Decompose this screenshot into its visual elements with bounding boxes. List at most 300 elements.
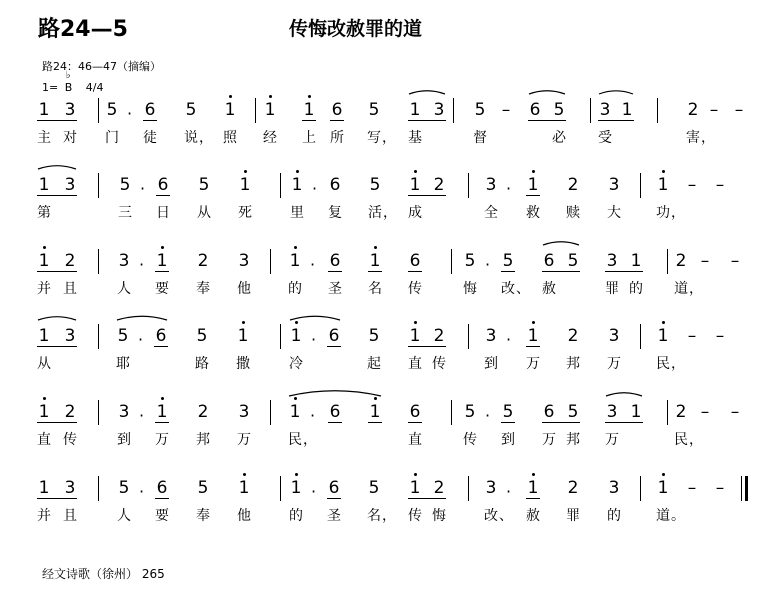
lyric-syllable: 写 ， [367, 130, 396, 146]
lyric-syllable: 活 ， [368, 205, 397, 221]
jianpu-note: 5 [118, 478, 130, 498]
jianpu-note: 3 [608, 175, 620, 195]
dash-extension: – [709, 100, 719, 120]
jianpu-note: 6 [328, 326, 340, 346]
barline [98, 173, 99, 198]
lyric-syllable: 复 [328, 205, 342, 221]
lyric-syllable: 名 [368, 281, 382, 297]
octave-dot [43, 246, 46, 249]
barline [640, 173, 641, 198]
jianpu-note: 2 [675, 251, 687, 271]
lyric-syllable: 里 [290, 205, 304, 221]
underline [605, 422, 643, 423]
jianpu-note: 1 [38, 478, 50, 498]
jianpu-note: 6 [409, 402, 421, 422]
jianpu-note: 5 [474, 100, 486, 120]
octave-dot [269, 95, 272, 98]
jianpu-note: 1 [38, 251, 50, 271]
jianpu-note: 3 [64, 175, 76, 195]
augmentation-dot: · [138, 330, 144, 349]
underline [143, 120, 157, 121]
underline [37, 498, 77, 499]
jianpu-note: 2 [567, 175, 579, 195]
lyric-syllable: 受 [598, 130, 612, 146]
jianpu-note: 5 [553, 100, 565, 120]
lyric-syllable: 万 [526, 356, 540, 372]
jianpu-note: 5 [567, 251, 579, 271]
lyric-syllable: 必 [552, 130, 566, 146]
lyric-syllable: 赦 [526, 508, 540, 524]
lyric-syllable: 到 [117, 432, 131, 448]
dash-extension: – [687, 326, 697, 346]
lyric-syllable: 赎 [566, 205, 580, 221]
lyric-syllable: 的 [288, 281, 302, 297]
barline [451, 249, 452, 274]
lyric-syllable: 邦 [196, 432, 210, 448]
octave-dot [43, 397, 46, 400]
underline [330, 120, 344, 121]
barline [657, 98, 658, 123]
jianpu-note: 2 [197, 402, 209, 422]
key-signature [42, 70, 104, 94]
dash-extension: – [730, 251, 740, 271]
dash-extension: – [501, 100, 511, 120]
jianpu-note: 5 [368, 326, 380, 346]
octave-dot [242, 321, 245, 324]
lyric-syllable: 道 ， [674, 281, 703, 297]
jianpu-note: 6 [156, 478, 168, 498]
lyric-syllable: 道 。 [656, 508, 685, 524]
flat-sign: ♭ [65, 70, 71, 81]
slur [529, 91, 565, 94]
underline [408, 195, 446, 196]
augmentation-dot: · [485, 255, 491, 274]
slur [606, 393, 642, 396]
lyric-syllable: 改 、 [501, 281, 530, 297]
jianpu-note: 1 [291, 175, 303, 195]
octave-dot [532, 473, 535, 476]
jianpu-note: 3 [238, 402, 250, 422]
key-prefix: 1= [42, 81, 59, 94]
underline [37, 346, 77, 347]
jianpu-note: 1 [38, 175, 50, 195]
octave-dot [294, 397, 297, 400]
lyric-syllable: 传 [408, 508, 422, 524]
jianpu-note: 3 [118, 251, 130, 271]
slur [543, 242, 579, 245]
jianpu-note: 2 [687, 100, 699, 120]
lyric-syllable: 传 [63, 432, 77, 448]
octave-dot [244, 170, 247, 173]
lyric-syllable: 他 [237, 508, 251, 524]
jianpu-note: 5 [502, 402, 514, 422]
dash-extension: – [700, 402, 710, 422]
lyric-syllable: 名 ， [367, 508, 396, 524]
barline [270, 400, 271, 425]
augmentation-dot: · [506, 179, 512, 198]
dash-extension: – [687, 175, 697, 195]
lyric-syllable: 罪 [566, 508, 580, 524]
underline [408, 422, 422, 423]
jianpu-note: 6 [157, 175, 169, 195]
lyric-syllable: 大 [607, 205, 621, 221]
barline [590, 98, 591, 123]
jianpu-note: 5 [464, 402, 476, 422]
underline [155, 498, 169, 499]
dash-extension: – [730, 402, 740, 422]
lyric-syllable: 害 ， [686, 130, 715, 146]
jianpu-note: 1 [303, 100, 315, 120]
octave-dot [294, 246, 297, 249]
octave-dot [662, 473, 665, 476]
jianpu-note: 3 [606, 402, 618, 422]
lyric-syllable: 圣 [327, 508, 341, 524]
barline [280, 476, 281, 501]
lyric-syllable: 所 [330, 130, 344, 146]
lyric-syllable: 从 [197, 205, 211, 221]
barline [468, 173, 469, 198]
lyric-syllable: 要 [155, 508, 169, 524]
underline [154, 346, 168, 347]
lyric-syllable: 万 [155, 432, 169, 448]
barline [468, 476, 469, 501]
jianpu-note: 1 [621, 100, 633, 120]
augmentation-dot: · [140, 179, 146, 198]
barline [270, 249, 271, 274]
slur [599, 91, 633, 94]
octave-dot [296, 170, 299, 173]
dash-extension: – [715, 175, 725, 195]
lyric-syllable: 人 [117, 508, 131, 524]
lyric-syllable: 民 ， [656, 356, 685, 372]
lyric-syllable: 成 [408, 205, 422, 221]
jianpu-note: 1 [409, 175, 421, 195]
augmentation-dot: · [506, 482, 512, 501]
lyric-syllable: 全 [484, 205, 498, 221]
jianpu-note: 1 [264, 100, 276, 120]
octave-dot [308, 95, 311, 98]
underline [408, 120, 446, 121]
lyric-syllable: 直 [37, 432, 51, 448]
octave-dot [229, 95, 232, 98]
lyric-syllable: 传 [432, 356, 446, 372]
jianpu-note: 3 [118, 402, 130, 422]
jianpu-note: 3 [238, 251, 250, 271]
dash-extension: – [715, 326, 725, 346]
jianpu-note: 5 [368, 100, 380, 120]
jianpu-note: 2 [567, 326, 579, 346]
slur [117, 316, 167, 320]
jianpu-note: 6 [331, 100, 343, 120]
jianpu-note: 6 [144, 100, 156, 120]
jianpu-note: 3 [608, 326, 620, 346]
lyric-syllable: 圣 [328, 281, 342, 297]
underline [37, 120, 77, 121]
lyric-syllable: 并 [37, 508, 51, 524]
jianpu-note: 5 [502, 251, 514, 271]
lyric-syllable: 说 ， [184, 130, 213, 146]
lyric-syllable: 死 [238, 205, 252, 221]
underline [368, 271, 382, 272]
octave-dot [414, 170, 417, 173]
octave-dot [662, 170, 665, 173]
jianpu-note: 3 [433, 100, 445, 120]
jianpu-note: 6 [543, 251, 555, 271]
jianpu-note: 1 [156, 251, 168, 271]
octave-dot [532, 170, 535, 173]
underline [368, 422, 382, 423]
augmentation-dot: · [139, 482, 145, 501]
lyric-syllable: 民 ， [288, 432, 317, 448]
jianpu-note: 2 [567, 478, 579, 498]
jianpu-note: 3 [64, 478, 76, 498]
jianpu-note: 1 [237, 326, 249, 346]
octave-dot [161, 246, 164, 249]
jianpu-note: 5 [368, 478, 380, 498]
hymn-title: 传悔改赦罪的道 [289, 18, 423, 40]
lyric-syllable: 基 [408, 130, 422, 146]
jianpu-note: 1 [38, 100, 50, 120]
underline [408, 498, 446, 499]
jianpu-note: 1 [238, 478, 250, 498]
jianpu-note: 6 [329, 175, 341, 195]
jianpu-note: 1 [289, 402, 301, 422]
jianpu-note: 5 [196, 326, 208, 346]
jianpu-note: 1 [224, 100, 236, 120]
underline [501, 271, 515, 272]
underline [302, 120, 316, 121]
underline [327, 498, 341, 499]
underline [156, 195, 170, 196]
underline [37, 422, 77, 423]
barline [280, 173, 281, 198]
key-note-wrap [64, 70, 76, 94]
lyric-syllable: 且 [63, 508, 77, 524]
scripture-source: 路24：46—47（摘编） [42, 60, 161, 73]
jianpu-note: 6 [328, 478, 340, 498]
slur [290, 316, 340, 320]
jianpu-note: 2 [64, 402, 76, 422]
jianpu-note: 1 [657, 478, 669, 498]
jianpu-note: 2 [433, 326, 445, 346]
lyric-syllable: 的 [607, 508, 621, 524]
jianpu-note: 1 [156, 402, 168, 422]
octave-dot [532, 321, 535, 324]
lyric-syllable: 上 [302, 130, 316, 146]
jianpu-note: 1 [527, 326, 539, 346]
jianpu-note: 1 [369, 251, 381, 271]
jianpu-note: 2 [675, 402, 687, 422]
lyric-syllable: 起 [367, 356, 381, 372]
jianpu-note: 1 [38, 326, 50, 346]
underline [328, 422, 342, 423]
jianpu-note: 3 [485, 175, 497, 195]
jianpu-note: 3 [606, 251, 618, 271]
lyric-syllable: 主 [37, 130, 51, 146]
octave-dot [161, 397, 164, 400]
lyric-syllable: 徒 [143, 130, 157, 146]
jianpu-note: 2 [433, 478, 445, 498]
jianpu-note: 3 [485, 326, 497, 346]
jianpu-note: 1 [38, 402, 50, 422]
underline [37, 195, 77, 196]
augmentation-dot: · [506, 330, 512, 349]
lyric-syllable: 民 ， [674, 432, 703, 448]
jianpu-note: 6 [409, 251, 421, 271]
jianpu-note: 5 [198, 175, 210, 195]
lyric-syllable: 救 [526, 205, 540, 221]
lyric-syllable: 传 [463, 432, 477, 448]
barline [255, 98, 256, 123]
lyric-syllable: 万 [605, 432, 619, 448]
barline [98, 98, 99, 123]
lyric-syllable: 邦 [566, 432, 580, 448]
lyric-syllable: 到 [484, 356, 498, 372]
jianpu-note: 1 [630, 251, 642, 271]
lyric-syllable: 第 [37, 205, 51, 221]
barline [280, 324, 281, 349]
lyric-syllable: 奉 [196, 281, 210, 297]
hymn-number: 路24—5 [38, 17, 128, 42]
lyric-syllable: 人 [117, 281, 131, 297]
book-footer: 经文诗歌（徐州） 265 [42, 567, 165, 581]
jianpu-note: 1 [527, 175, 539, 195]
lyric-syllable: 奉 [196, 508, 210, 524]
lyric-syllable: 撒 [236, 356, 250, 372]
jianpu-note: 5 [106, 100, 118, 120]
underline [155, 422, 169, 423]
jianpu-note: 1 [409, 478, 421, 498]
slur [38, 317, 76, 320]
underline [37, 271, 77, 272]
underline [327, 346, 341, 347]
octave-dot [662, 321, 665, 324]
barline [451, 400, 452, 425]
lyric-syllable: 经 [263, 130, 277, 146]
jianpu-note: 2 [197, 251, 209, 271]
jianpu-note: 2 [433, 175, 445, 195]
augmentation-dot: · [310, 406, 316, 425]
lyric-syllable: 他 [237, 281, 251, 297]
jianpu-note: 1 [657, 326, 669, 346]
barline [640, 324, 641, 349]
underline [408, 271, 422, 272]
lyric-syllable: 日 [156, 205, 170, 221]
octave-dot [295, 321, 298, 324]
barline [468, 324, 469, 349]
augmentation-dot: · [311, 330, 317, 349]
barline [98, 324, 99, 349]
jianpu-note: 1 [289, 251, 301, 271]
underline [598, 120, 634, 121]
octave-dot [295, 473, 298, 476]
jianpu-note: 1 [239, 175, 251, 195]
lyric-syllable: 对 [63, 130, 77, 146]
jianpu-note: 2 [64, 251, 76, 271]
jianpu-note: 1 [527, 478, 539, 498]
lyric-syllable: 悔 [463, 281, 477, 297]
jianpu-note: 5 [117, 326, 129, 346]
jianpu-note: 6 [329, 251, 341, 271]
jianpu-note: 1 [290, 326, 302, 346]
key-note: B [64, 81, 73, 94]
time-signature: 4/4 [85, 81, 104, 94]
lyric-syllable: 传 [408, 281, 422, 297]
jianpu-note: 5 [185, 100, 197, 120]
lyric-syllable: 万 [542, 432, 556, 448]
underline [526, 346, 540, 347]
octave-dot [414, 321, 417, 324]
barline [640, 476, 641, 501]
lyric-syllable: 万 [607, 356, 621, 372]
dash-extension: – [715, 478, 725, 498]
lyric-syllable: 直 [408, 432, 422, 448]
lyric-syllable: 改 、 [484, 508, 513, 524]
underline [605, 271, 643, 272]
dash-extension: – [700, 251, 710, 271]
jianpu-note: 6 [529, 100, 541, 120]
octave-dot [374, 397, 377, 400]
octave-dot [414, 473, 417, 476]
lyric-syllable: 要 [155, 281, 169, 297]
jianpu-note: 5 [567, 402, 579, 422]
lyric-syllable: 功 ， [656, 205, 685, 221]
jianpu-note: 1 [409, 326, 421, 346]
lyric-syllable: 耶 [116, 356, 130, 372]
barline [98, 249, 99, 274]
barline [741, 476, 742, 501]
barline [667, 249, 668, 274]
lyric-syllable: 从 [37, 356, 51, 372]
jianpu-note: 1 [369, 402, 381, 422]
jianpu-note: 3 [485, 478, 497, 498]
jianpu-note: 6 [543, 402, 555, 422]
lyric-syllable: 邦 [566, 356, 580, 372]
barline [667, 400, 668, 425]
slur [409, 91, 445, 94]
lyric-syllable: 且 [63, 281, 77, 297]
jianpu-note: 6 [329, 402, 341, 422]
jianpu-note: 5 [197, 478, 209, 498]
jianpu-note: 3 [608, 478, 620, 498]
underline [501, 422, 515, 423]
lyric-syllable: 直 [408, 356, 422, 372]
barline [98, 476, 99, 501]
barline [453, 98, 454, 123]
lyric-syllable: 门 [105, 130, 119, 146]
lyric-syllable: 的 [289, 508, 303, 524]
augmentation-dot: · [127, 104, 133, 123]
jianpu-note: 1 [657, 175, 669, 195]
underline [526, 195, 540, 196]
jianpu-note: 1 [290, 478, 302, 498]
slur [38, 166, 76, 169]
final-barline [745, 476, 748, 501]
octave-dot [374, 246, 377, 249]
jianpu-note: 3 [64, 100, 76, 120]
augmentation-dot: · [311, 482, 317, 501]
augmentation-dot: · [485, 406, 491, 425]
jianpu-note: 1 [409, 100, 421, 120]
underline [542, 271, 580, 272]
jianpu-note: 5 [119, 175, 131, 195]
lyric-syllable: 路 [195, 356, 209, 372]
augmentation-dot: · [310, 255, 316, 274]
dash-extension: – [734, 100, 744, 120]
underline [526, 498, 540, 499]
octave-dot [243, 473, 246, 476]
underline [542, 422, 580, 423]
